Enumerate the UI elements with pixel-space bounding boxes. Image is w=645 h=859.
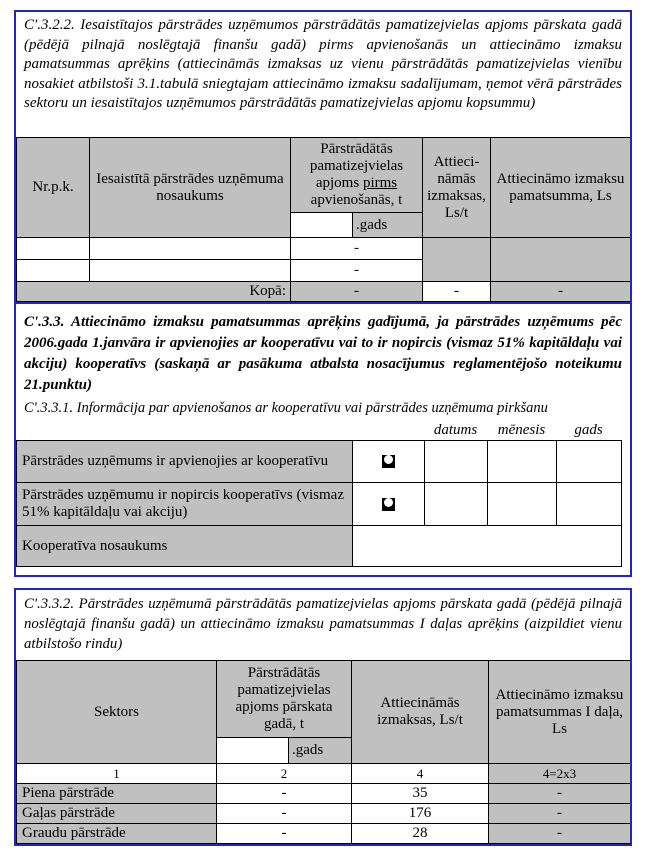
costs-cell: 176 — [352, 804, 489, 824]
gads-label-cell: .gads — [353, 213, 423, 238]
volume-cell: - — [291, 260, 423, 282]
base-cell: - — [489, 784, 631, 804]
th-sector: Sektors — [17, 661, 217, 764]
date-column-labels — [16, 421, 621, 440]
datums-cell[interactable] — [425, 483, 488, 526]
sector-volume-table — [16, 660, 631, 844]
bought-by-coop-checkbox-cell[interactable] — [353, 483, 425, 526]
involved-companies-table — [16, 137, 631, 302]
year-input-box[interactable] — [291, 213, 353, 238]
col-number-2: 2 — [217, 764, 352, 784]
th-eligible-costs: Attieci-nāmās izmaksas, Ls/t — [423, 138, 491, 238]
gads-label: gads — [574, 422, 603, 438]
table-row — [17, 804, 631, 824]
nr-cell[interactable] — [17, 238, 90, 260]
nr-cell[interactable] — [17, 260, 90, 282]
year-input-box[interactable] — [217, 738, 289, 764]
sector-name: Gaļas pārstrāde — [17, 804, 217, 824]
col-number-4: 4 — [352, 764, 489, 784]
datums-cell[interactable] — [425, 441, 488, 483]
menesis-cell[interactable] — [488, 441, 557, 483]
th-volume-report-year: Pārstrādātās pamatizejvielas apjoms pārskata gadā, t — [217, 661, 352, 738]
table-row — [17, 784, 631, 804]
company-name-cell[interactable] — [90, 238, 291, 260]
menesis-cell[interactable] — [488, 483, 557, 526]
total-label: Kopā: — [17, 282, 291, 302]
gads-cell[interactable] — [557, 441, 622, 483]
section-c33 — [14, 304, 632, 577]
costs-cell: 35 — [352, 784, 489, 804]
th-eligible-costs: Attiecināmās izmaksas, Ls/t — [352, 661, 489, 764]
section-c322 — [14, 10, 632, 304]
merged-with-coop-checkbox-cell[interactable] — [353, 441, 425, 483]
th-nrpk: Nr.p.k. — [17, 138, 90, 238]
base-cell: - — [489, 804, 631, 824]
heading-c322: C'.3.2.2. Iesaistītajos pārstrādes uzņēmumos pārstrādātās pamatizejvielas apjoms pārskata gadā (pēdējā pilnajā noslēgtajā finanšu gadā) pirms apvienošanās un attiecināmo izmaksu pamatsummas aprēķins (attiecināmās izmaksas uz vienu pārstrādātās pamatizejvielas vienību nosakiet atbilstoši 3.1.tabulā sniegtajam attiecināmo izmaksu sadalījumam, ņemot vērā pārstrādes sektoru un iesaistītajos uzņēmumos pārstrādātās pamatizejvielas apjomu kopsummu) — [24, 17, 622, 111]
base-cell: - — [489, 824, 631, 844]
volume-cell: - — [291, 238, 423, 260]
volume-cell[interactable]: - — [217, 824, 352, 844]
total-costs-cell[interactable]: - — [423, 282, 491, 302]
total-base-cell: - — [491, 282, 631, 302]
coop-name-label: Kooperatīva nosaukums — [17, 526, 353, 567]
volume-cell[interactable]: - — [217, 784, 352, 804]
heading-c332: C'.3.3.2. Pārstrādes uzņēmumā pārstrādātās pamatizejvielas apjoms pārskata gadā (pēdējā pilnajā noslēgtajā finanšu gadā) un attiecināmo izmaksu pamatsummas I daļas aprēķins (aizpildiet vienu atbilstošo rindu) — [24, 596, 622, 652]
cooperative-merge-table — [16, 440, 622, 567]
col-number-1: 1 — [17, 764, 217, 784]
checkbox-icon[interactable] — [382, 455, 395, 468]
coop-name-input-cell[interactable] — [353, 526, 622, 567]
volume-cell[interactable]: - — [217, 804, 352, 824]
checkbox-icon[interactable] — [382, 498, 395, 511]
datums-label: datums — [433, 422, 478, 438]
table-row — [17, 824, 631, 844]
heading-c33: C'.3.3. Attiecināmo izmaksu pamatsummas aprēķins gadījumā, ja pārstrādes uzņēmums pēc 2006.gada 1.janvāra ir apvienojies ar kooperatīvu vai to ir nopircis (vismaz 51% kapitāldaļu vai akciju) kooperatīvs (saskaņā ar pasākuma atbalsta nosacījumus reglamentējošo noteikumu 21.punktu) — [24, 314, 622, 393]
col-number-formula: 4=2x3 — [489, 764, 631, 784]
costs-cell: 28 — [352, 824, 489, 844]
th-company-name: Iesaistītā pārstrādes uzņēmuma nosaukums — [90, 138, 291, 238]
sector-name: Piena pārstrāde — [17, 784, 217, 804]
heading-c331: C'.3.3.1. Informācija par apvienošanos ar kooperatīvu vai pārstrādes uzņēmuma pirkšanu — [24, 400, 548, 416]
total-volume-cell: - — [291, 282, 423, 302]
sector-name: Graudu pārstrāde — [17, 824, 217, 844]
costs-merged-cell — [423, 238, 491, 282]
merged-with-coop-label: Pārstrādes uzņēmums ir apvienojies ar kooperatīvu — [17, 441, 353, 483]
menesis-label: mēnesis — [497, 422, 546, 438]
base-merged-cell — [491, 238, 631, 282]
th-volume-before-merge: Pārstrādātās pamatizejvielas apjoms pirms apvienošanās, t — [291, 138, 423, 213]
gads-label-cell: .gads — [289, 738, 352, 764]
bought-by-coop-label: Pārstrādes uzņēmumu ir nopircis kooperatīvs (vismaz 51% kapitāldaļu vai akciju) — [17, 483, 353, 526]
th-base-amount-part1: Attiecināmo izmaksu pamatsummas I daļa, Ls — [489, 661, 631, 764]
gads-cell[interactable] — [557, 483, 622, 526]
section-c332 — [14, 588, 632, 846]
th-base-amount: Attiecināmo izmaksu pamatsumma, Ls — [491, 138, 631, 238]
company-name-cell[interactable] — [90, 260, 291, 282]
